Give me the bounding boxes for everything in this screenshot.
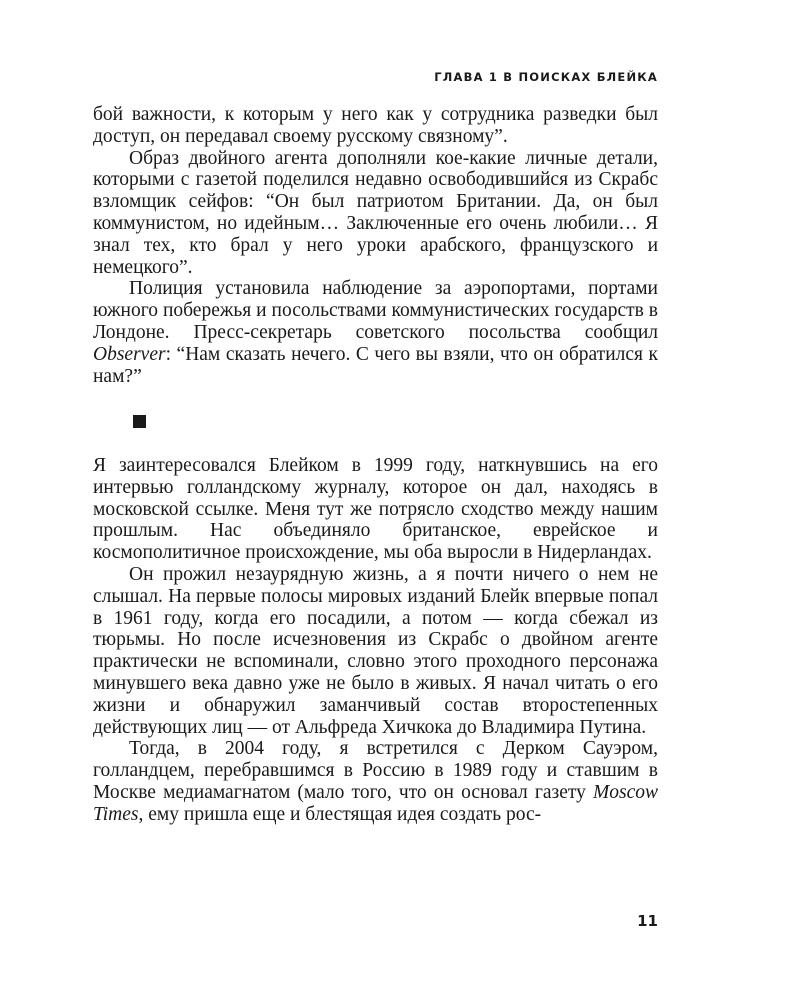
paragraph-1: бой важности, к которым у него как у сотрудника разведки был доступ, он передавал своему русскому связному”.	[93, 104, 658, 147]
page-number: 11	[637, 912, 658, 930]
section-2	[93, 455, 658, 826]
paragraph-6	[93, 738, 658, 825]
paragraph-3	[93, 278, 658, 387]
paragraph-3-text-a: Полиция установила наблюдение за аэропортами, портами южного побережья и посольствами коммунистических государств в Лондоне. Пресс-секретарь советского посольства сообщил	[93, 278, 658, 343]
paragraph-6-text-a: Тогда, в 2004 году, я встретился с Дерком Сауэром, голландцем, перебравшимся в Россию в 1989 году и ставшим в Москве медиамагнатом (мало того, что он основал газету	[93, 738, 658, 803]
section-separator-icon	[133, 415, 146, 428]
observer-title: Observer	[93, 343, 166, 365]
paragraph-4: Я заинтересовался Блейком в 1999 году, наткнувшись на его интервью голландскому журналу, которое он дал, находясь в московской ссылке. Меня тут же потрясло сходство между нашим прошлым. Нас объединяло британское, еврейское и космополитичное происхождение, мы оба выросли в Нидерландах.	[93, 455, 658, 564]
running-head	[434, 70, 658, 84]
chapter-title: В ПОИСКАХ БЛЕЙКА	[503, 70, 658, 84]
paragraph-3-text-b: : “Нам сказать нечего. С чего вы взяли, что он обратился к нам?”	[93, 343, 658, 387]
moscow-times-title: Moscow Times	[93, 781, 658, 825]
section-1	[93, 104, 658, 387]
paragraph-5: Он прожил незаурядную жизнь, а я почти ничего о нем не слышал. На первые полосы мировых изданий Блейк впервые попал в 1961 году, когда его посадили, а потом — когда сбежал из тюрьмы. Но после исчезновения из Скрабс о двойном агенте практически не вспоминали, словно этого проходного персонажа минувшего века давно уже не было в живых. Я начал читать о его жизни и обнаружил заманчивый состав второстепенных действующих лиц — от Альфреда Хичкока до Владимира Путина.	[93, 563, 658, 738]
chapter-number: ГЛАВА 1	[434, 70, 499, 84]
paragraph-2: Образ двойного агента дополняли кое-какие личные детали, которыми с газетой поделился недавно освободившийся из Скрабс взломщик сейфов: “Он был патриотом Британии. Да, он был коммунистом, но идейным… Заключенные его очень любили… Я знал тех, кто брал у него уроки арабского, французского и немецкого”.	[93, 147, 658, 278]
paragraph-6-text-b: , ему пришла еще и блестящая идея создать рос-	[138, 803, 542, 825]
